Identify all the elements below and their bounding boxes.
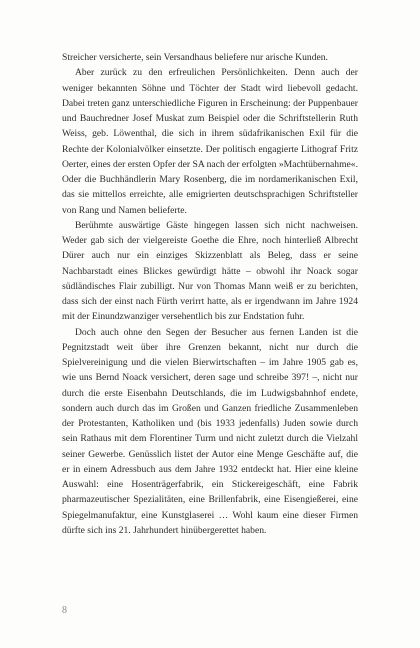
paragraph: Doch auch ohne den Segen der Besucher aus fernen Landen ist die Pegnitzstadt weit über ihre Grenzen bekannt, nicht nur durch die Spielvereinigung und die vielen Bierwirtschaften – im Jahre 1905 gab es, wie uns Bernd Noack versichert, deren sage und schreibe 397! –, nicht nur durch die erste Eisenbahn Deutschlands, die im Ludwigsbahnhof endete, sondern auch durch das im Großen und Ganzen friedliche Zusammenleben der Protestanten, Katholiken und (bis 1933 jedenfalls) Juden sowie durch sein Rathaus mit dem Florentiner Turm und nicht zuletzt durch die Vielzahl seiner Gewerbe. Genüsslich listet der Autor eine Menge Geschäfte auf, die er in einem Adressbuch aus dem Jahre 1932 entdeckt hat. Hier eine kleine Auswahl: eine Hosenträgerfabrik, ein Stickereigeschäft, eine Fabrik pharmazeutischer Spezialitäten, eine Brillenfabrik, eine Eisengießerei, eine Spiegelmanufaktur, eine Kunstglaserei … Wohl kaum eine dieser Firmen dürfte sich ins 21. Jahrhundert hinübergerettet haben. [62, 326, 358, 536]
body-text [62, 50, 358, 538]
paragraph: Streicher versicherte, sein Versandhaus beliefere nur arische Kunden. [62, 52, 328, 63]
page-number: 8 [62, 605, 67, 616]
paragraph: Aber zurück zu den erfreulichen Persönlichkeiten. Denn auch der weniger bekannten Söhne und Töchter der Stadt wird liebevoll gedacht. Dabei treten ganz unterschiedliche Figuren in Erscheinung: der Puppenbauer und Bauchredner Josef Muskat zum Beispiel oder die Schriftstellerin Ruth Weiss, geb. Löwenthal, die sich in ihrem südafrikanischen Exil für die Rechte der Kolonialvölker einsetzte. Der politisch engagierte Lithograf Fritz Oerter, eines der ersten Opfer der SA nach der erfolgten »Machtübernahme«. Oder die Buchhändlerin Mary Rosenberg, die im nordamerikanischen Exil, das sie mittellos erreichte, alle emigrierten deutschsprachigen Schriftsteller von Rang und Namen belieferte. [62, 67, 358, 216]
paragraph: Berühmte auswärtige Gäste hingegen lassen sich nicht nachweisen. Weder gab sich der vielgereiste Goethe die Ehre, noch hinterließ Albrecht Dürer auch nur ein einziges Skizzenblatt als Beleg, dass er seine Nachbarstadt eines Blickes gewürdigt hätte – obwohl ihr Noack sogar südländisches Flair zubilligt. Nur von Thomas Mann weiß er zu berichten, dass sich der einst nach Fürth verirrt hatte, als er irgendwann im Jahre 1924 mit der Einundzwanziger versehentlich bis zur Endstation fuhr. [62, 219, 358, 323]
